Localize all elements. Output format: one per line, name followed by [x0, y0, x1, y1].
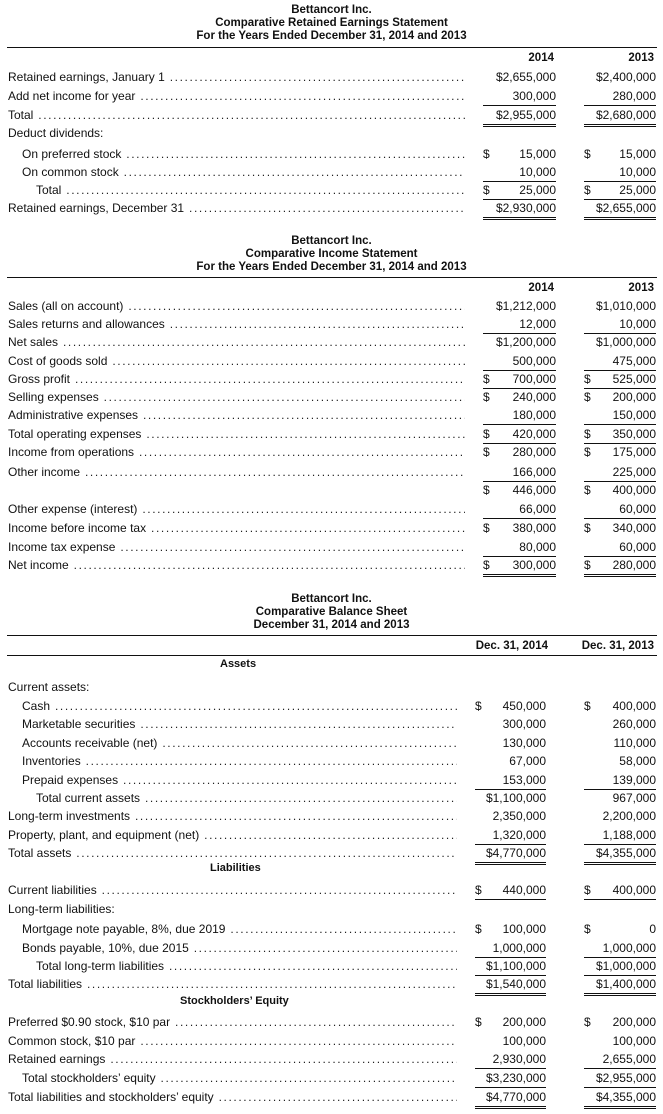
bs-row-total-stockholders-equity-label: Total stockholders’ equity .....	[22, 1069, 457, 1087]
assets-header: Assets	[220, 658, 257, 670]
is-company: Bettancort Inc.	[291, 235, 372, 247]
is-row-income-from-operations-dollar-2013: $	[584, 445, 591, 459]
is-row-other-expense-interest-label: Other expense (interest) .....	[8, 500, 465, 518]
is-row-income-tax-expense-value-2013: 60,000	[584, 538, 656, 557]
is-row-gross-profit-dollar-2013: $	[584, 372, 591, 386]
bs-row-property-plant-and-equipment-net-label: Property, plant, and equipment (net) .....	[8, 826, 457, 844]
is-row-gross-profit	[0, 370, 663, 388]
is-row-income-from-operations-label: Income from operations .....	[8, 443, 465, 461]
re-col-2013: 2013	[628, 52, 654, 64]
is-row-cost-of-goods-sold-label: Cost of goods sold .....	[8, 352, 465, 370]
bs-row-total-assets-label: Total assets .....	[8, 844, 457, 862]
is-row-cost-of-goods-sold-value-2013: 475,000	[584, 352, 656, 371]
bs-row-property-plant-and-equipment-net-value-2014: 1,320,000	[475, 826, 546, 845]
is-row-income-before-income-tax-dollar-2014: $	[483, 521, 490, 535]
is-row-income-from-operations-dollar-2014: $	[483, 445, 490, 459]
is-row-administrative-expenses-label: Administrative expenses .....	[8, 406, 465, 424]
is-row-gross-profit-value-2014: 700,000	[483, 370, 556, 389]
is-row-blank-dollar-2013: $	[584, 483, 591, 497]
re-row-retained-earnings-january-1-value-2013: $2,400,000	[595, 70, 656, 84]
is-top-rule	[7, 277, 657, 278]
re-row-on-preferred-stock	[0, 145, 663, 163]
re-row-total	[0, 106, 663, 124]
re-row-add-net-income-for-year-label: Add net income for year .....	[8, 87, 465, 105]
bs-row-prepaid-expenses-value-2013: 139,000	[584, 771, 656, 790]
is-row-income-before-income-tax-label: Income before income tax .....	[8, 519, 465, 537]
is-row-total-operating-expenses-dollar-2014: $	[483, 427, 490, 441]
bs-row-current-liabilities	[0, 881, 663, 899]
bs-row-preferred-0-90-stock-10-par-value-2013: 200,000	[612, 1015, 656, 1029]
re-row-add-net-income-for-year-value-2013: 280,000	[584, 87, 656, 106]
is-row-income-from-operations-value-2014: 280,000	[512, 445, 556, 459]
bs-row-preferred-0-90-stock-10-par-value-2014: 200,000	[502, 1015, 546, 1029]
re-row-deduct-dividends	[0, 124, 663, 142]
is-col-2013: 2013	[628, 282, 654, 294]
is-row-net-income-value-2013: 280,000	[584, 556, 656, 577]
is-row-gross-profit-value-2013: 525,000	[584, 370, 656, 389]
is-row-total-operating-expenses-dollar-2013: $	[584, 427, 591, 441]
bs-row-mortgage-note-payable-8-due-2019-label: Mortgage note payable, 8%, due 2019 .....	[22, 920, 457, 938]
re-row-total-value-2013: $2,680,000	[584, 106, 656, 127]
is-row-other-income-label: Other income .....	[8, 463, 465, 481]
bs-row-total-long-term-liabilities-value-2014: $1,100,000	[475, 957, 546, 976]
bs-row-current-assets-label: Current assets:	[8, 680, 90, 694]
bs-row-total-current-assets-value-2013: 967,000	[612, 791, 656, 805]
bs-row-total-liabilities-and-stockholders-equity-label: Total liabilities and stockholders’ equity .....	[8, 1088, 457, 1106]
bs-row-current-assets	[0, 678, 663, 696]
is-row-other-income-value-2013: 225,000	[584, 463, 656, 482]
bs-col-rule	[7, 655, 657, 656]
is-row-total-operating-expenses-value-2013: 350,000	[584, 425, 656, 444]
bs-row-mortgage-note-payable-8-due-2019-dollar-2014: $	[475, 922, 482, 936]
is-title: Comparative Income Statement	[245, 248, 418, 260]
bs-row-total-assets	[0, 844, 663, 862]
bs-row-total-long-term-liabilities-label: Total long-term liabilities .....	[36, 957, 457, 975]
is-row-selling-expenses-value-2013: 200,000	[612, 390, 656, 404]
bs-row-inventories	[0, 752, 663, 770]
bs-row-current-liabilities-value-2013: 400,000	[584, 881, 656, 900]
bs-row-prepaid-expenses	[0, 771, 663, 789]
bs-col-2014: Dec. 31, 2014	[475, 640, 548, 652]
liabilities-header: Liabilities	[210, 862, 261, 874]
is-row-income-tax-expense-label: Income tax expense .....	[8, 538, 465, 556]
is-row-cost-of-goods-sold	[0, 352, 663, 370]
re-row-total-value-2013: 25,000	[584, 181, 656, 200]
re-row-on-preferred-stock-dollar-2014: $	[483, 147, 490, 161]
re-row-deduct-dividends-label: Deduct dividends:	[8, 126, 104, 140]
bs-row-current-liabilities-value-2014: 440,000	[475, 881, 546, 900]
is-row-net-income-dollar-2014: $	[483, 558, 490, 572]
re-row-on-common-stock-value-2013: 10,000	[584, 163, 656, 182]
re-row-total-dollar-2013: $	[584, 183, 591, 197]
is-row-sales-returns-and-allowances-value-2014: 12,000	[483, 315, 556, 334]
is-row-sales-all-on-account-label: Sales (all on account) .....	[8, 297, 465, 315]
bs-row-total-stockholders-equity-value-2013: $2,955,000	[584, 1069, 656, 1088]
bs-row-long-term-liabilities-label: Long-term liabilities:	[8, 902, 115, 916]
bs-row-inventories-value-2013: 58,000	[619, 754, 656, 768]
re-row-total-label: Total .....	[8, 106, 465, 124]
bs-row-cash-label: Cash .....	[22, 697, 457, 715]
bs-row-retained-earnings-value-2013: 2,655,000	[584, 1050, 656, 1069]
is-row-income-tax-expense-value-2014: 80,000	[483, 538, 556, 557]
re-row-retained-earnings-january-1-label: Retained earnings, January 1 .....	[8, 68, 465, 86]
bs-row-long-term-investments	[0, 807, 663, 825]
re-period: For the Years Ended December 31, 2014 and 2013	[196, 30, 467, 42]
re-row-retained-earnings-december-31	[0, 199, 663, 217]
bs-row-total-long-term-liabilities-value-2013: $1,000,000	[584, 957, 656, 976]
bs-row-total-liabilities	[0, 975, 663, 993]
bs-row-cash-value-2014: 450,000	[502, 699, 546, 713]
re-title: Comparative Retained Earnings Statement	[215, 17, 448, 29]
bs-row-bonds-payable-10-due-2015	[0, 939, 663, 957]
bs-row-retained-earnings	[0, 1050, 663, 1068]
is-row-blank-dollar-2014: $	[483, 483, 490, 497]
bs-row-total-assets-value-2014: $4,770,000	[475, 844, 546, 865]
bs-row-total-liabilities-value-2013: $1,400,000	[584, 975, 656, 996]
bs-row-marketable-securities-value-2013: 260,000	[612, 717, 656, 731]
bs-row-prepaid-expenses-value-2014: 153,000	[475, 771, 546, 790]
is-row-selling-expenses-dollar-2013: $	[584, 390, 591, 404]
is-row-income-before-income-tax-dollar-2013: $	[584, 521, 591, 535]
bs-row-total-liabilities-and-stockholders-equity-value-2014: $4,770,000	[475, 1088, 546, 1109]
is-col-2014: 2014	[528, 282, 554, 294]
bs-row-total-liabilities-value-2014: $1,540,000	[475, 975, 546, 996]
is-row-net-sales-value-2014: $1,200,000	[495, 335, 556, 349]
is-row-sales-all-on-account-value-2014: $1,212,000	[495, 299, 556, 313]
bs-row-current-liabilities-dollar-2013: $	[584, 883, 591, 897]
bs-company: Bettancort Inc.	[291, 593, 372, 605]
re-row-retained-earnings-december-31-value-2014: $2,930,000	[483, 199, 556, 220]
re-row-retained-earnings-january-1	[0, 68, 663, 86]
is-row-net-sales-label: Net sales .....	[8, 333, 465, 351]
bs-row-accounts-receivable-net-value-2014: 130,000	[502, 736, 546, 750]
is-row-net-sales	[0, 333, 663, 351]
re-row-retained-earnings-december-31-value-2013: $2,655,000	[584, 199, 656, 220]
is-row-sales-all-on-account-value-2013: $1,010,000	[595, 299, 656, 313]
bs-row-total-current-assets-label: Total current assets .....	[36, 789, 457, 807]
bs-row-cash-value-2013: 400,000	[612, 699, 656, 713]
is-row-selling-expenses-label: Selling expenses .....	[8, 388, 465, 406]
is-row-sales-returns-and-allowances-value-2013: 10,000	[584, 315, 656, 334]
bs-row-total-current-assets-value-2014: $1,100,000	[485, 791, 546, 805]
is-row-selling-expenses	[0, 388, 663, 406]
bs-title: Comparative Balance Sheet	[255, 606, 408, 618]
bs-period: December 31, 2014 and 2013	[253, 619, 410, 631]
is-row-net-sales-value-2013: $1,000,000	[595, 335, 656, 349]
bs-row-inventories-value-2014: 67,000	[509, 754, 546, 768]
bs-row-prepaid-expenses-label: Prepaid expenses .....	[22, 771, 457, 789]
is-row-sales-returns-and-allowances	[0, 315, 663, 333]
re-row-total	[0, 181, 663, 199]
is-row-gross-profit-dollar-2014: $	[483, 372, 490, 386]
bs-row-total-stockholders-equity-value-2014: $3,230,000	[475, 1069, 546, 1088]
is-row-blank-value-2013: 400,000	[612, 483, 656, 497]
is-row-selling-expenses-dollar-2014: $	[483, 390, 490, 404]
bs-col-2013: Dec. 31, 2013	[581, 640, 654, 652]
is-row-other-income	[0, 463, 663, 481]
re-row-on-preferred-stock-label: On preferred stock .....	[22, 145, 465, 163]
re-row-total-value-2014: 25,000	[483, 181, 556, 200]
re-row-add-net-income-for-year-value-2014: 300,000	[483, 87, 556, 106]
is-row-cost-of-goods-sold-value-2014: 500,000	[483, 352, 556, 371]
is-row-net-income-dollar-2013: $	[584, 558, 591, 572]
bs-row-bonds-payable-10-due-2015-value-2013: 1,000,000	[584, 939, 656, 958]
bs-row-inventories-label: Inventories .....	[22, 752, 457, 770]
bs-row-total-assets-value-2013: $4,355,000	[584, 844, 656, 865]
is-row-other-expense-interest-value-2014: 66,000	[483, 500, 556, 519]
bs-row-common-stock-10-par-value-2014: 100,000	[502, 1034, 546, 1048]
is-row-administrative-expenses	[0, 406, 663, 424]
is-row-income-before-income-tax-value-2014: 380,000	[512, 521, 556, 535]
bs-row-preferred-0-90-stock-10-par-dollar-2014: $	[475, 1015, 482, 1029]
bs-row-marketable-securities-value-2014: 300,000	[502, 717, 546, 731]
bs-top-rule	[7, 635, 657, 636]
bs-row-long-term-liabilities	[0, 900, 663, 918]
is-row-blank	[0, 481, 663, 499]
bs-row-preferred-0-90-stock-10-par-label: Preferred $0.90 stock, $10 par .....	[8, 1013, 457, 1031]
re-row-on-preferred-stock-dollar-2013: $	[584, 147, 591, 161]
equity-header: Stockholders’ Equity	[180, 995, 289, 1007]
is-row-total-operating-expenses	[0, 425, 663, 443]
re-company: Bettancort Inc.	[291, 4, 372, 16]
is-row-gross-profit-label: Gross profit .....	[8, 370, 465, 388]
bs-row-property-plant-and-equipment-net-value-2013: 1,188,000	[584, 826, 656, 845]
is-row-income-from-operations-value-2013: 175,000	[612, 445, 656, 459]
is-row-net-income	[0, 556, 663, 574]
bs-row-common-stock-10-par-value-2013: 100,000	[612, 1034, 656, 1048]
re-row-on-common-stock-value-2014: 10,000	[483, 163, 556, 182]
re-row-add-net-income-for-year	[0, 87, 663, 105]
bs-row-total-liabilities-and-stockholders-equity	[0, 1088, 663, 1106]
re-row-on-common-stock-label: On common stock .....	[22, 163, 465, 181]
bs-row-cash	[0, 697, 663, 715]
bs-row-bonds-payable-10-due-2015-value-2014: 1,000,000	[475, 939, 546, 958]
is-row-other-expense-interest-value-2013: 60,000	[584, 500, 656, 519]
re-row-total-dollar-2014: $	[483, 183, 490, 197]
is-row-income-tax-expense	[0, 538, 663, 556]
is-row-income-from-operations	[0, 443, 663, 461]
bs-row-preferred-0-90-stock-10-par-dollar-2013: $	[584, 1015, 591, 1029]
bs-row-current-liabilities-label: Current liabilities .....	[8, 881, 457, 899]
is-row-administrative-expenses-value-2013: 150,000	[584, 406, 656, 425]
is-row-other-income-value-2014: 166,000	[483, 463, 556, 482]
is-period: For the Years Ended December 31, 2014 and 2013	[196, 261, 467, 273]
bs-row-long-term-investments-value-2013: 2,200,000	[602, 809, 656, 823]
re-row-retained-earnings-january-1-value-2014: $2,655,000	[495, 70, 556, 84]
re-row-on-preferred-stock-value-2014: 15,000	[519, 147, 556, 161]
bs-row-property-plant-and-equipment-net	[0, 826, 663, 844]
bs-row-current-liabilities-dollar-2014: $	[475, 883, 482, 897]
re-top-rule	[7, 47, 657, 48]
bs-row-cash-dollar-2013: $	[584, 699, 591, 713]
bs-row-accounts-receivable-net-value-2013: 110,000	[613, 736, 656, 750]
bs-row-mortgage-note-payable-8-due-2019-value-2014: 100,000	[502, 922, 546, 936]
bs-row-total-liabilities-and-stockholders-equity-value-2013: $4,355,000	[584, 1088, 656, 1109]
is-row-net-income-value-2014: 300,000	[483, 556, 556, 577]
re-row-total-label: Total .....	[36, 181, 465, 199]
is-row-administrative-expenses-value-2014: 180,000	[483, 406, 556, 425]
bs-row-marketable-securities	[0, 715, 663, 733]
is-row-sales-all-on-account	[0, 297, 663, 315]
bs-row-marketable-securities-label: Marketable securities .....	[22, 715, 457, 733]
bs-row-total-current-assets	[0, 789, 663, 807]
bs-row-long-term-investments-label: Long-term investments .....	[8, 807, 457, 825]
is-row-income-before-income-tax-value-2013: 340,000	[612, 521, 656, 535]
is-row-sales-returns-and-allowances-label: Sales returns and allowances .....	[8, 315, 465, 333]
re-col-2014: 2014	[528, 52, 554, 64]
re-row-on-preferred-stock-value-2013: 15,000	[619, 147, 656, 161]
bs-row-total-long-term-liabilities	[0, 957, 663, 975]
is-row-blank-value-2014: 446,000	[512, 483, 556, 497]
bs-row-mortgage-note-payable-8-due-2019-value-2013: 0	[649, 922, 656, 936]
re-row-total-value-2014: $2,955,000	[483, 106, 556, 127]
bs-row-cash-dollar-2014: $	[475, 699, 482, 713]
bs-row-common-stock-10-par-label: Common stock, $10 par .....	[8, 1032, 457, 1050]
bs-row-accounts-receivable-net-label: Accounts receivable (net) .....	[22, 734, 457, 752]
is-row-income-before-income-tax	[0, 519, 663, 537]
bs-row-accounts-receivable-net	[0, 734, 663, 752]
bs-row-mortgage-note-payable-8-due-2019	[0, 920, 663, 938]
bs-row-retained-earnings-label: Retained earnings .....	[8, 1050, 457, 1068]
bs-row-bonds-payable-10-due-2015-label: Bonds payable, 10%, due 2015 .....	[22, 939, 457, 957]
re-row-retained-earnings-december-31-label: Retained earnings, December 31 .....	[8, 199, 465, 217]
bs-row-long-term-investments-value-2014: 2,350,000	[492, 809, 546, 823]
is-row-total-operating-expenses-value-2014: 420,000	[483, 425, 556, 444]
bs-row-mortgage-note-payable-8-due-2019-dollar-2013: $	[584, 922, 591, 936]
bs-row-total-stockholders-equity	[0, 1069, 663, 1087]
bs-row-preferred-0-90-stock-10-par	[0, 1013, 663, 1031]
bs-row-common-stock-10-par	[0, 1032, 663, 1050]
bs-row-total-liabilities-label: Total liabilities .....	[8, 975, 457, 993]
bs-row-retained-earnings-value-2014: 2,930,000	[475, 1050, 546, 1069]
re-row-on-common-stock	[0, 163, 663, 181]
is-row-net-income-label: Net income .....	[8, 556, 465, 574]
is-row-total-operating-expenses-label: Total operating expenses .....	[8, 425, 465, 443]
is-row-selling-expenses-value-2014: 240,000	[512, 390, 556, 404]
is-row-other-expense-interest	[0, 500, 663, 518]
